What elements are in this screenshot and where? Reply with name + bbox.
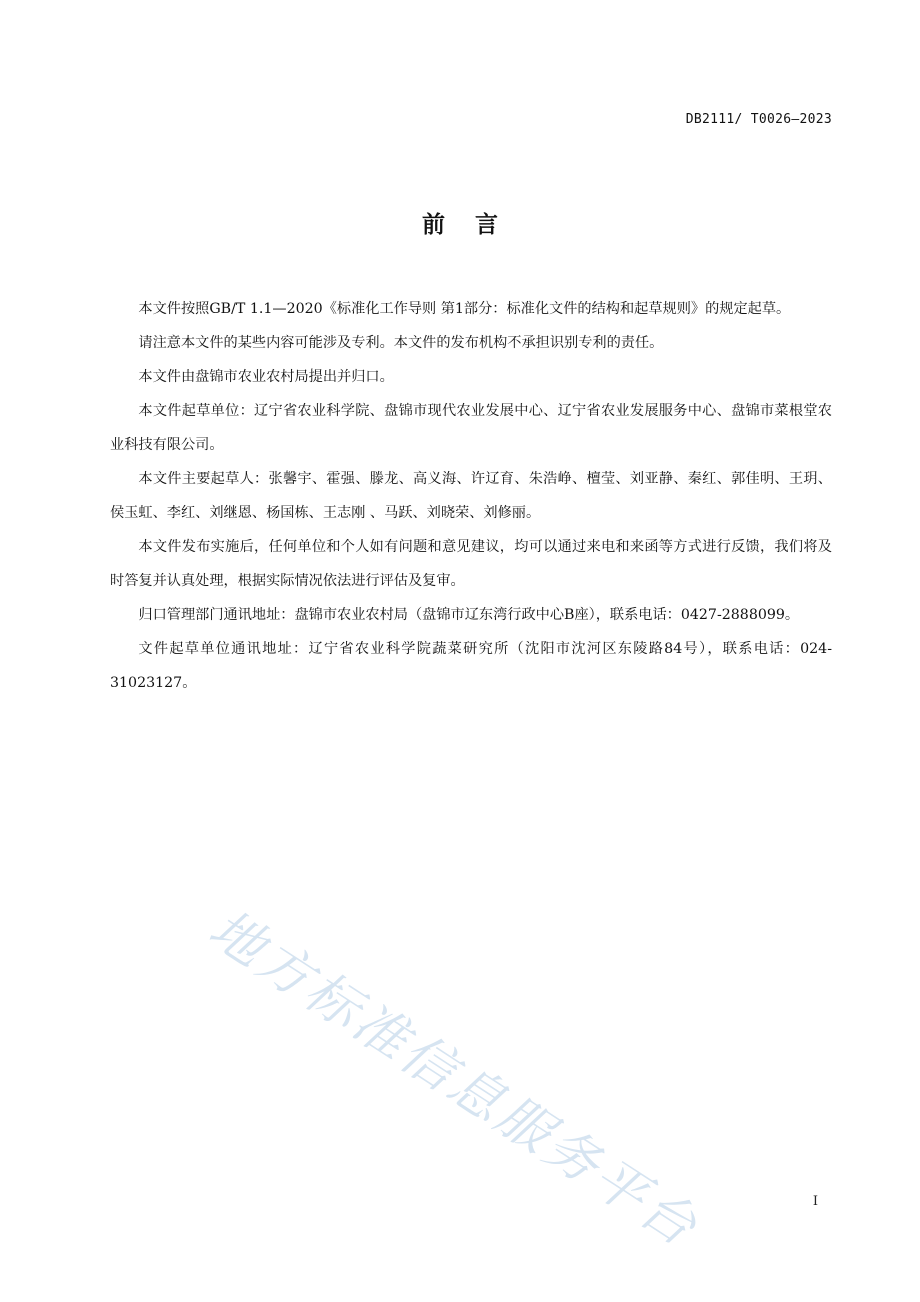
foreword-body — [110, 292, 832, 700]
paragraph-patent-notice: 请注意本文件的某些内容可能涉及专利。本文件的发布机构不承担识别专利的责任。 — [138, 335, 664, 351]
paragraph-drafters: 本文件主要起草人：张馨宇、霍强、滕龙、高义海、许辽育、朱浩峥、檀莹、刘亚静、秦红、郭佳明、王玥、侯玉虹、李红、刘继恩、杨国栋、王志刚 、马跃、刘晓荣、刘修丽。 — [110, 471, 832, 521]
paragraph-admin-address: 归口管理部门通讯地址：盘锦市农业农村局（盘锦市辽东湾行政中心B座），联系电话：0427-2888099。 — [138, 607, 800, 623]
watermark: 地方标准信息服务平台 — [198, 898, 710, 1260]
document-number: DB2111/ T0026—2023 — [685, 112, 832, 127]
paragraph-proposer: 本文件由盘锦市农业农村局提出并归口。 — [138, 369, 394, 385]
paragraph-drafting-units: 本文件起草单位：辽宁省农业科学院、盘锦市现代农业发展中心、辽宁省农业发展服务中心、盘锦市菜根堂农业科技有限公司。 — [110, 403, 832, 453]
page-number: I — [812, 1194, 818, 1209]
paragraph-feedback: 本文件发布实施后，任何单位和个人如有问题和意见建议，均可以通过来电和来函等方式进行反馈，我们将及时答复并认真处理，根据实际情况依法进行评估及复审。 — [110, 539, 832, 589]
paragraph-drafting-rules: 本文件按照GB/T 1.1—2020《标准化工作导则 第1部分：标准化文件的结构和起草规则》的规定起草。 — [138, 301, 791, 317]
page-title — [0, 206, 920, 239]
title-char-1: 前 — [422, 212, 445, 238]
paragraph-drafter-address: 文件起草单位通讯地址：辽宁省农业科学院蔬菜研究所（沈阳市沈河区东陵路84号），联系电话：024-31023127。 — [110, 641, 832, 691]
title-char-2: 言 — [475, 212, 498, 238]
